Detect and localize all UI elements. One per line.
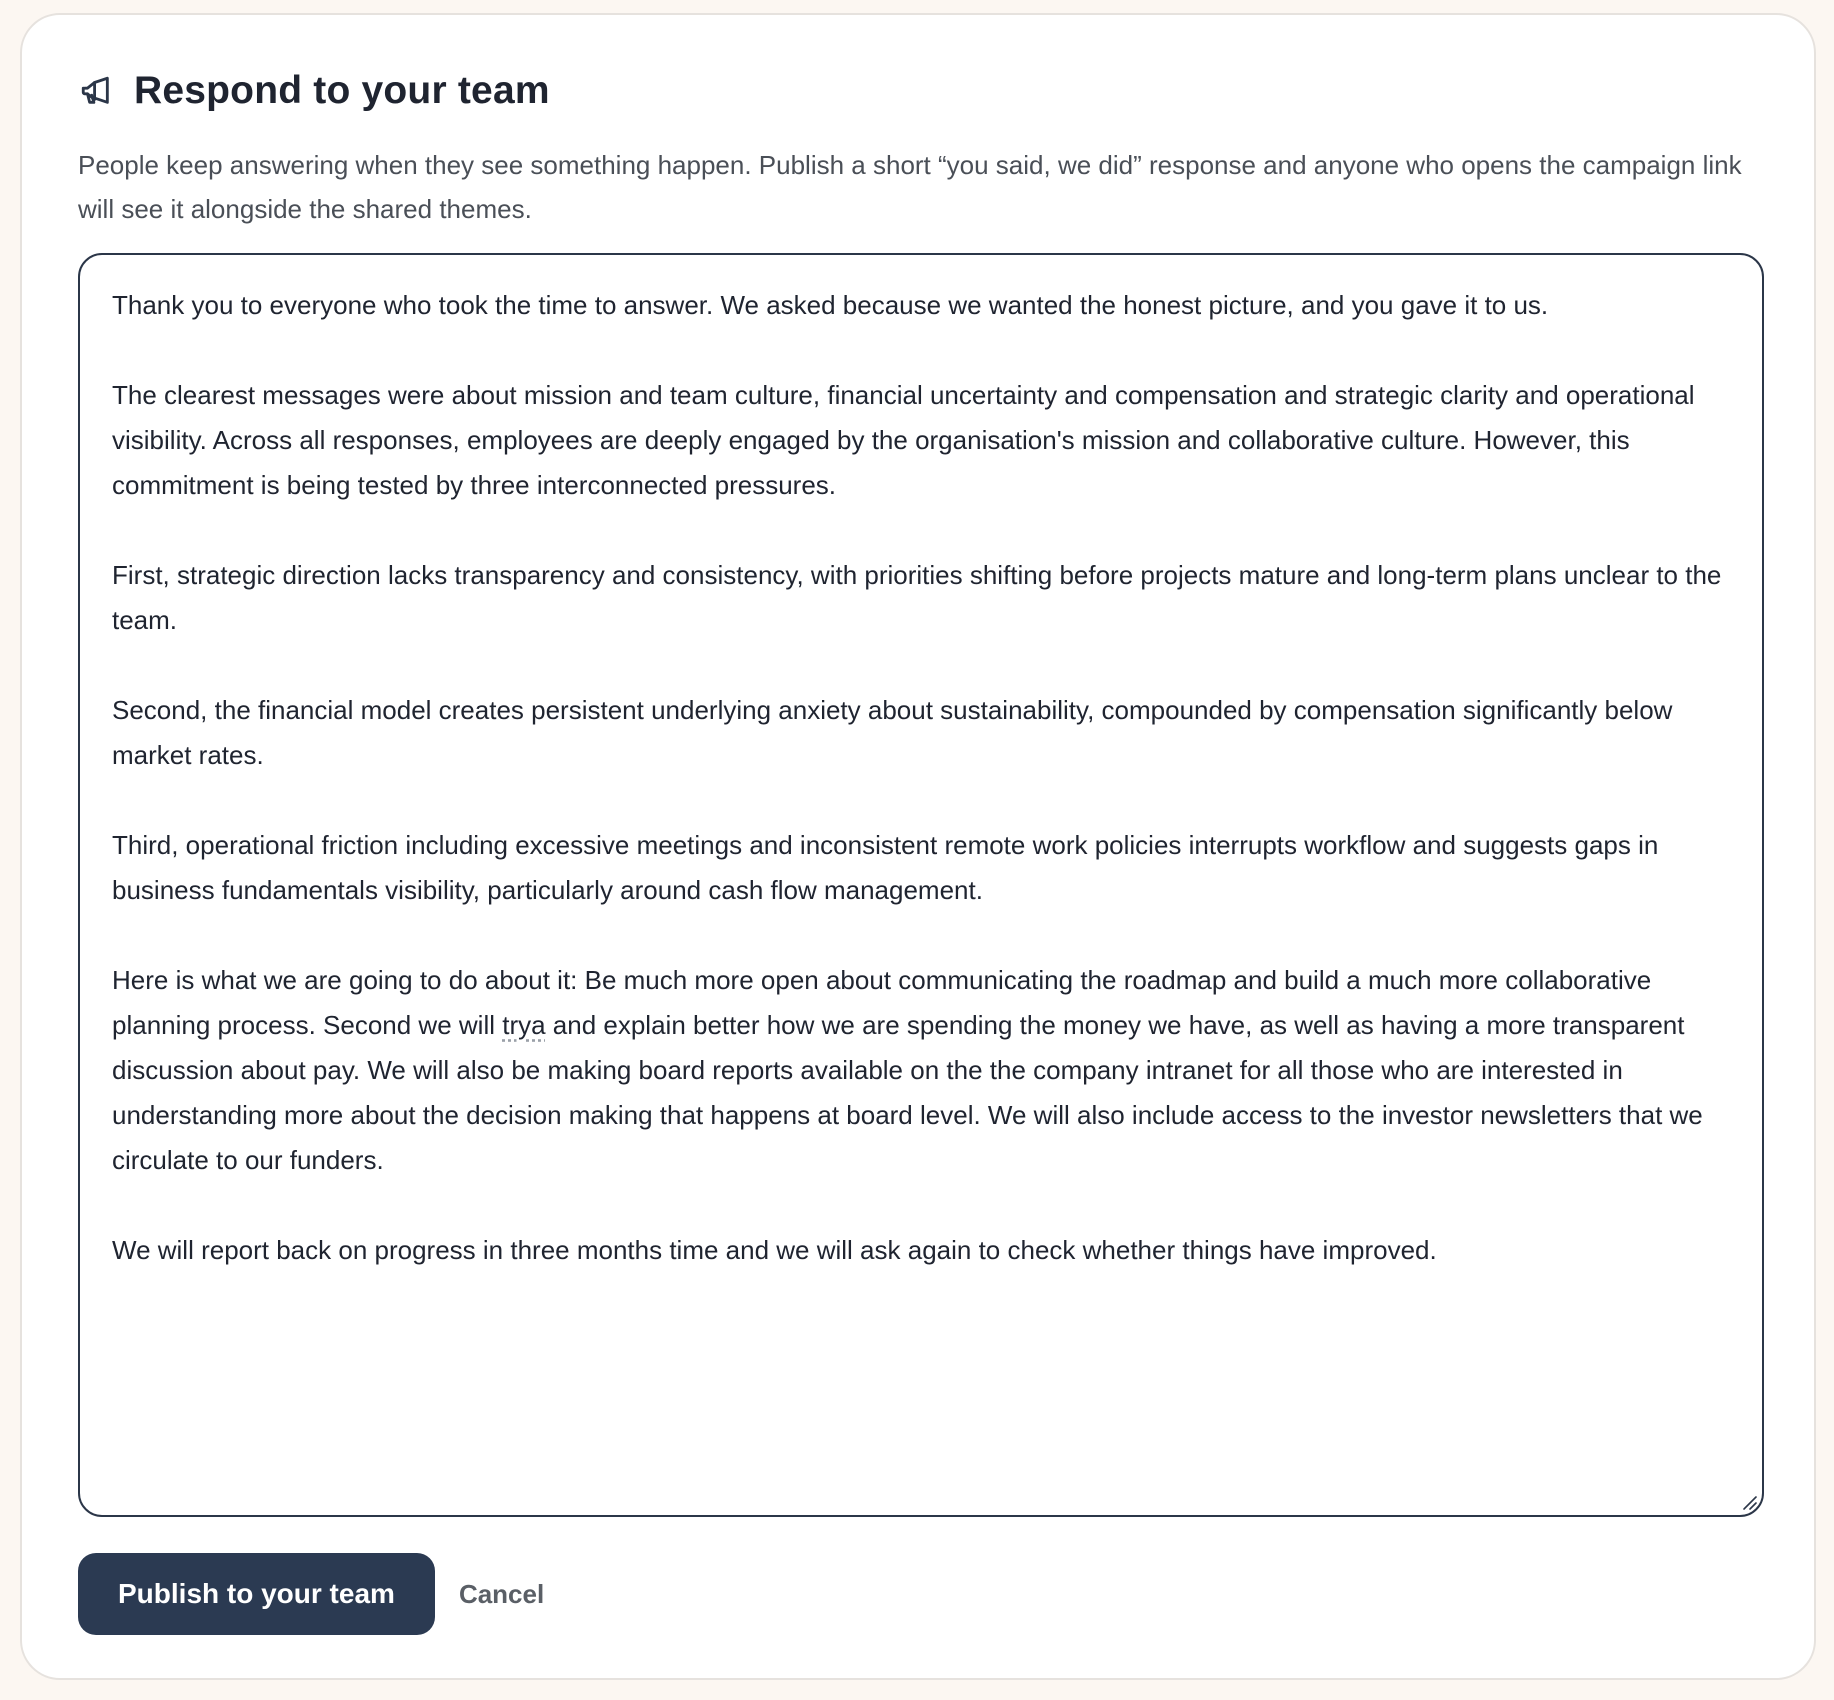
card-header [78,69,550,113]
page-title: Respond to your team [134,69,550,112]
paragraph-text: Here is what we are going to do about it: Be much more open about communicating the roadmap and build a much more collaborative planning process. Second we will [112,965,1652,1040]
misspelled-word: trya [502,1010,546,1040]
paragraph-text: and explain better how we are spending the money we have, as well as having a more transparent discussion about pay. We will also be making board reports available on the the company intranet for all those who are interested in understanding more about the decision making that happens at board level. We will also include access to the investor newsletters that we circulate to our funders. [112,1010,1703,1175]
response-paragraph: We will report back on progress in three months time and we will ask again to check whether things have improved. [112,1235,1437,1265]
megaphone-icon [78,73,114,109]
response-paragraph: Thank you to everyone who took the time to answer. We asked because we wanted the honest picture, and you gave it to us. [112,290,1549,320]
response-paragraph [112,958,1730,1183]
response-paragraph: Third, operational friction including excessive meetings and inconsistent remote work policies interrupts workflow and suggests gaps in business fundamentals visibility, particularly around cash flow management. [112,830,1659,905]
cancel-button[interactable]: Cancel [458,1578,545,1609]
resize-handle-icon[interactable] [1740,1493,1758,1511]
response-paragraph: The clearest messages were about mission and team culture, financial uncertainty and compensation and strategic clarity and operational visibility. Across all responses, employees are deeply engaged by the organisation's mission and collaborative culture. However, this commitment is being tested by three interconnected pressures. [112,380,1695,500]
respond-card [20,13,1816,1680]
page-description: People keep answering when they see something happen. Publish a short “you said, we did” response and anyone who opens the campaign link will see it alongside the shared themes. [78,150,1742,224]
response-paragraph: Second, the financial model creates persistent underlying anxiety about sustainability, compounded by compensation significantly below market rates. [112,695,1673,770]
response-paragraph: First, strategic direction lacks transparency and consistency, with priorities shifting before projects mature and long-term plans unclear to the team. [112,560,1722,635]
action-bar [78,1553,544,1635]
response-textarea[interactable] [78,253,1764,1517]
publish-button[interactable]: Publish to your team [78,1553,435,1635]
